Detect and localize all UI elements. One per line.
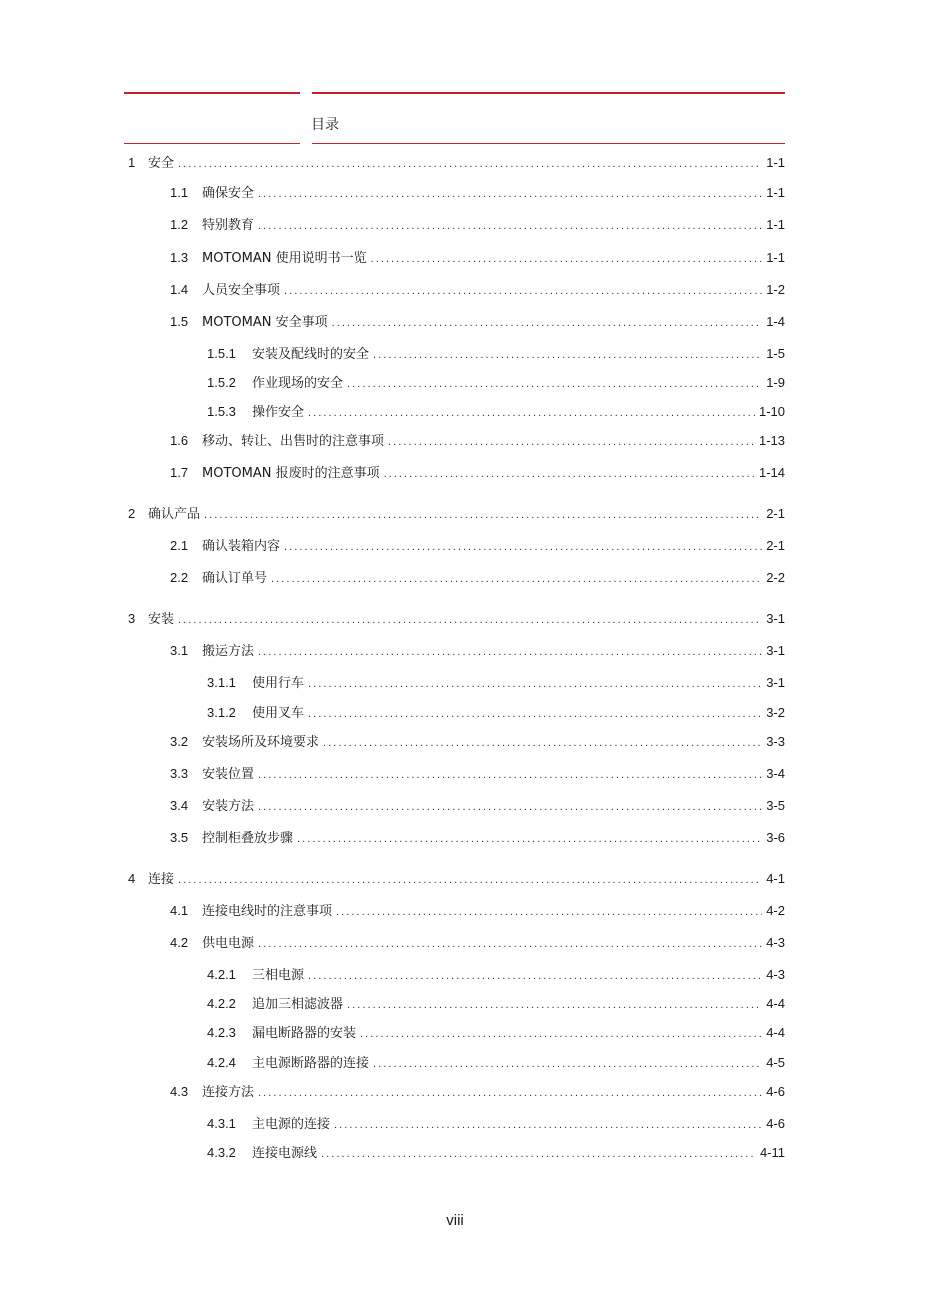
toc-dot-leader	[373, 346, 762, 364]
toc-entry[interactable]	[170, 829, 785, 847]
toc-entry-number: 4.3.1	[207, 1116, 236, 1131]
toc-dot-leader	[347, 996, 762, 1014]
page-title: 目录	[311, 117, 339, 133]
toc-entry-title: 连接电源线	[252, 1146, 318, 1161]
toc-entry-number: 1.6	[170, 433, 189, 448]
toc-dot-leader	[347, 375, 762, 393]
toc-entry-page: 4-4	[766, 1025, 785, 1040]
toc-entry-number: 3.1.2	[207, 705, 236, 720]
toc-dot-leader	[371, 250, 763, 268]
toc-entry-title: MOTOMAN 使用说明书一览	[202, 251, 367, 266]
toc-entry-page: 3-2	[766, 705, 785, 720]
toc-dot-leader	[321, 1145, 756, 1163]
toc-entry-number: 2	[128, 506, 136, 521]
toc-entry-page: 1-2	[766, 282, 785, 297]
toc-entry[interactable]	[170, 249, 785, 267]
toc-entry-page: 4-1	[766, 871, 785, 886]
toc-entry-title: 确认产品	[148, 507, 201, 522]
toc-entry[interactable]	[207, 995, 785, 1013]
toc-entry-title: 搬运方法	[202, 644, 255, 659]
toc-entry[interactable]	[170, 1083, 785, 1101]
toc-dot-leader	[323, 734, 762, 752]
toc-dot-leader	[297, 830, 762, 848]
toc-entry[interactable]	[170, 902, 785, 920]
toc-dot-leader	[258, 798, 762, 816]
toc-entry-number: 1.4	[170, 282, 189, 297]
toc-dot-leader	[178, 871, 762, 889]
toc-entry-title: 三相电源	[252, 968, 305, 983]
toc-entry-title: 主电源断路器的连接	[252, 1056, 370, 1071]
toc-entry[interactable]	[170, 797, 785, 815]
toc-entry-number: 1.1	[170, 185, 189, 200]
toc-entry[interactable]	[170, 216, 785, 234]
page-number: viii	[446, 1212, 464, 1229]
toc-entry-page: 4-11	[759, 1145, 785, 1160]
toc-dot-leader	[204, 506, 762, 524]
toc-entry-number: 1	[128, 155, 136, 170]
toc-entry-title: 安全	[148, 156, 175, 171]
toc-entry[interactable]	[207, 1144, 785, 1162]
toc-entry-page: 4-6	[766, 1084, 785, 1099]
toc-entry-number: 4.2	[170, 935, 189, 950]
toc-entry-page: 1-5	[766, 346, 785, 361]
toc-entry[interactable]	[170, 537, 785, 555]
toc-entry-number: 4.3.2	[207, 1145, 236, 1160]
toc-entry[interactable]	[170, 281, 785, 299]
toc-entry[interactable]	[170, 934, 785, 952]
toc-dot-leader	[336, 903, 762, 921]
toc-entry-number: 2.2	[170, 570, 189, 585]
toc-entry-number: 3.3	[170, 766, 189, 781]
toc-entry-page: 1-1	[766, 185, 785, 200]
toc-entry-number: 3.4	[170, 798, 189, 813]
toc-entry-title: 供电电源	[202, 936, 255, 951]
header-underline-right	[312, 143, 785, 144]
toc-entry[interactable]	[170, 569, 785, 587]
toc-entry[interactable]	[207, 1054, 785, 1072]
toc-entry-page: 3-1	[766, 675, 785, 690]
toc-entry-title: 安装场所及环境要求	[202, 735, 320, 750]
header-rule-left	[124, 92, 300, 94]
toc-entry-title: 连接电线时的注意事项	[202, 904, 333, 919]
toc-entry[interactable]	[207, 966, 785, 984]
toc-dot-leader	[308, 705, 762, 723]
toc-entry-page: 3-4	[766, 766, 785, 781]
toc-entry-page: 2-2	[766, 570, 785, 585]
toc-dot-leader	[388, 433, 755, 451]
toc-entry-title: 人员安全事项	[202, 283, 281, 298]
toc-entry-page: 1-1	[766, 250, 785, 265]
toc-entry[interactable]	[207, 674, 785, 692]
toc-entry-page: 1-1	[766, 155, 785, 170]
toc-entry[interactable]	[207, 704, 785, 722]
toc-entry-title: 追加三相滤波器	[252, 997, 344, 1012]
toc-entry-page: 1-10	[758, 404, 785, 419]
toc-entry-number: 4.2.1	[207, 967, 236, 982]
toc-entry-title: 确认装箱内容	[202, 539, 281, 554]
toc-entry-title: 安装	[148, 612, 175, 627]
toc-entry-number: 4.2.4	[207, 1055, 236, 1070]
toc-entry-title: MOTOMAN 报废时的注意事项	[202, 466, 380, 481]
toc-entry-number: 3.5	[170, 830, 189, 845]
toc-entry-title: 连接	[148, 872, 175, 887]
toc-dot-leader	[258, 935, 762, 953]
toc-entry-page: 3-1	[766, 643, 785, 658]
toc-dot-leader	[334, 1116, 762, 1134]
toc-entry-page: 3-1	[766, 611, 785, 626]
toc-entry-page: 3-6	[766, 830, 785, 845]
toc-entry-page: 1-9	[766, 375, 785, 390]
toc-entry-page: 4-4	[766, 996, 785, 1011]
toc-entry-page: 4-6	[766, 1116, 785, 1131]
toc-entry[interactable]	[207, 1024, 785, 1042]
toc-entry-page: 3-5	[766, 798, 785, 813]
toc-entry[interactable]	[170, 464, 785, 482]
toc-entry-page: 1-13	[758, 433, 785, 448]
toc-entry-number: 3	[128, 611, 136, 626]
toc-entry[interactable]	[170, 733, 785, 751]
toc-entry-page: 4-2	[766, 903, 785, 918]
toc-dot-leader	[332, 314, 763, 332]
toc-entry-title: 确认订单号	[202, 571, 268, 586]
toc-dot-leader	[271, 570, 762, 588]
toc-entry-number: 1.5	[170, 314, 189, 329]
toc-entry-title: 确保安全	[202, 186, 255, 201]
header-rule-right	[312, 92, 785, 94]
toc-entry-page: 1-1	[766, 217, 785, 232]
header-underline-left	[124, 143, 300, 144]
toc-entry-number: 1.3	[170, 250, 189, 265]
toc-entry-title: 安装及配线时的安全	[252, 347, 370, 362]
toc-entry-number: 1.5.1	[207, 346, 236, 361]
toc-dot-leader	[258, 185, 762, 203]
toc-entry[interactable]	[207, 345, 785, 363]
toc-entry[interactable]	[170, 313, 785, 331]
toc-dot-leader	[178, 611, 762, 629]
toc-entry-number: 3.1.1	[207, 675, 236, 690]
toc-dot-leader	[384, 465, 755, 483]
toc-entry[interactable]	[128, 154, 785, 172]
toc-dot-leader	[308, 967, 762, 985]
toc-entry-title: 移动、转让、出售时的注意事项	[202, 434, 385, 449]
toc-entry[interactable]	[207, 403, 785, 421]
toc-dot-leader	[258, 766, 762, 784]
toc-entry-number: 1.2	[170, 217, 189, 232]
toc-entry-page: 1-14	[758, 465, 785, 480]
toc-entry-number: 2.1	[170, 538, 189, 553]
toc-dot-leader	[284, 282, 762, 300]
toc-entry-number: 4.1	[170, 903, 189, 918]
toc-entry-title: MOTOMAN 安全事项	[202, 315, 328, 330]
toc-entry-page: 2-1	[766, 506, 785, 521]
toc-entry[interactable]	[128, 610, 785, 628]
toc-entry-page: 4-5	[766, 1055, 785, 1070]
toc-entry-title: 安装位置	[202, 767, 255, 782]
toc-entry-title: 控制柜叠放步骤	[202, 831, 294, 846]
toc-entry-title: 安装方法	[202, 799, 255, 814]
toc-entry-page: 1-4	[766, 314, 785, 329]
toc-dot-leader	[258, 217, 762, 235]
toc-entry[interactable]	[170, 642, 785, 660]
toc-entry-number: 4.2.3	[207, 1025, 236, 1040]
toc-dot-leader	[178, 155, 762, 173]
toc-entry-title: 作业现场的安全	[252, 376, 344, 391]
toc-dot-leader	[258, 1084, 762, 1102]
toc-entry[interactable]	[207, 374, 785, 392]
toc-entry[interactable]	[170, 432, 785, 450]
toc-entry[interactable]	[128, 870, 785, 888]
toc-dot-leader	[258, 643, 762, 661]
toc-entry-number: 1.5.3	[207, 404, 236, 419]
toc-entry-title: 使用叉车	[252, 706, 305, 721]
toc-entry-number: 1.7	[170, 465, 189, 480]
toc-entry-number: 4.3	[170, 1084, 189, 1099]
toc-entry-title: 连接方法	[202, 1085, 255, 1100]
toc-dot-leader	[373, 1055, 762, 1073]
toc-entry-number: 4	[128, 871, 136, 886]
toc-entry-page: 2-1	[766, 538, 785, 553]
toc-entry[interactable]	[170, 765, 785, 783]
toc-entry-page: 4-3	[766, 967, 785, 982]
toc-entry[interactable]	[128, 505, 785, 523]
toc-entry-page: 4-3	[766, 935, 785, 950]
toc-entry-number: 1.5.2	[207, 375, 236, 390]
toc-entry-title: 使用行车	[252, 676, 305, 691]
toc-entry-title: 操作安全	[252, 405, 305, 420]
toc-entry-number: 3.2	[170, 734, 189, 749]
toc-dot-leader	[284, 538, 762, 556]
toc-entry-title: 特别教育	[202, 218, 255, 233]
toc-dot-leader	[308, 675, 762, 693]
toc-dot-leader	[360, 1025, 762, 1043]
toc-entry-number: 4.2.2	[207, 996, 236, 1011]
toc-entry-title: 漏电断路器的安装	[252, 1026, 357, 1041]
toc-entry-title: 主电源的连接	[252, 1117, 331, 1132]
toc-entry-number: 3.1	[170, 643, 189, 658]
toc-entry[interactable]	[207, 1115, 785, 1133]
toc-entry[interactable]	[170, 184, 785, 202]
toc-entry-page: 3-3	[766, 734, 785, 749]
toc-dot-leader	[308, 404, 755, 422]
